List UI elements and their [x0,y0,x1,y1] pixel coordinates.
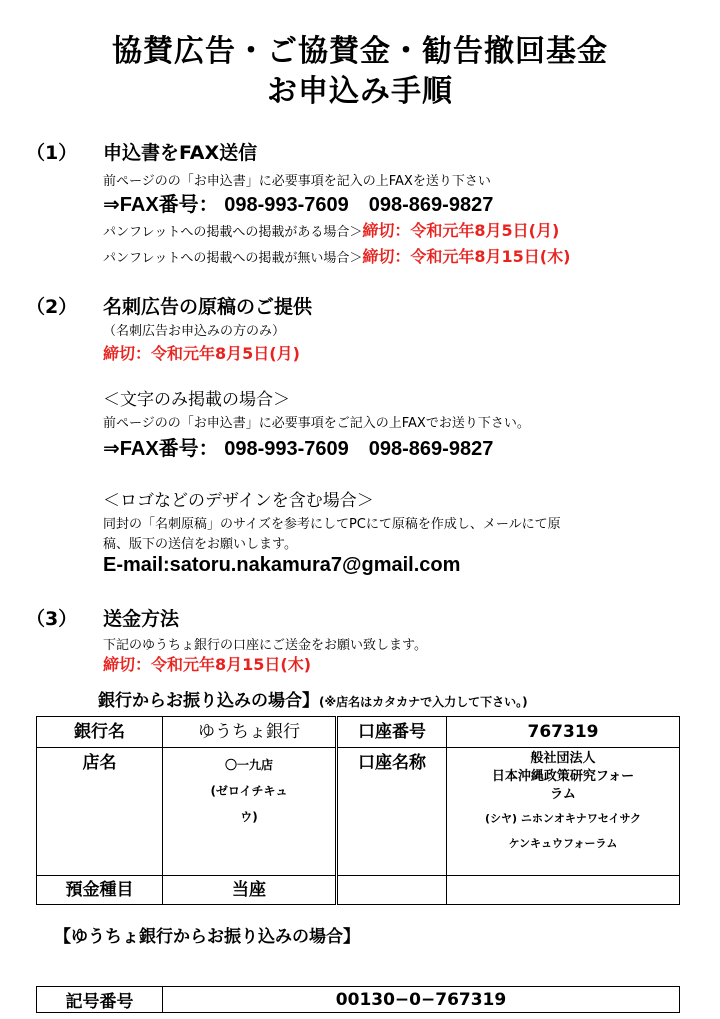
logo-design-title: ＜ロゴなどのデザインを含む場合＞ [103,491,374,511]
account-name-line3: ラム [550,787,576,802]
branch-value [163,748,337,876]
account-number-value: 767319 [447,717,680,748]
account-number-label: 口座番号 [337,717,447,748]
section2-heading: 名刺広告の原稿のご提供 [103,296,313,318]
bank-transfer-heading-row [98,686,528,711]
section3-description: 下記のゆうちょ銀行の口座にご送金をお願い致します。 [103,638,427,653]
page-title: 協賛広告・ご協賛金・勧告撤回基金 [112,34,608,69]
section1-deadline-row2 [103,244,570,267]
section2-deadline: 締切：令和元年8月5日(月) [103,344,300,363]
empty-cell [337,876,447,905]
account-name-label: 口座名称 [337,748,447,876]
account-name-line1: 般社団法人 [530,751,596,766]
text-only-description: 前ページのの「お申込書」に必要事項をご記入の上FAXでお送り下さい。 [103,416,530,431]
account-name-line2: 日本沖縄政策研究フォー [491,769,635,784]
section1-deadline-row1 [103,218,559,241]
logo-design-description-line1: 同封の「名刺原稿」のサイズを参考にしてPCにて原稿を作成し、メールにて原 [103,517,561,532]
table-row [37,748,680,876]
logo-design-description-line2: 稿、版下の送信をお願いします。 [103,537,297,552]
bank-name-label: 銀行名 [37,717,163,748]
section3-heading: 送金方法 [103,608,180,630]
page-subtitle: お申込み手順 [267,74,453,109]
row2-deadline: 締切：令和元年8月15日(木) [362,247,571,266]
row1-deadline: 締切：令和元年8月5日(月) [362,221,560,240]
bank-transfer-heading: 銀行からお振り込みの場合】 [98,691,319,711]
row2-condition: パンフレットへの掲載への掲載が無い場合＞ [103,251,363,266]
table-row [37,876,680,905]
section3-number: （3） [26,608,78,630]
account-name-kana1: (シヤ) ニホンオキナワセイサク [484,812,642,825]
empty-cell [447,876,680,905]
branch-value-line1: 〇一九店 [224,758,273,772]
bank-transfer-note: (※店名はカタカナで入力して下さい。) [319,695,528,709]
section2-number: （2） [26,296,78,318]
postal-account-table [36,986,680,1013]
symbol-number-value: 00130−0−767319 [163,987,680,1013]
section1-heading: 申込書をFAX送信 [103,142,258,164]
branch-label: 店名 [37,748,163,876]
section1-number: （1） [26,142,78,164]
text-only-title: ＜文字のみ掲載の場合＞ [103,390,290,410]
account-name-kana2: ケンキュウフォーラム [508,837,618,850]
postal-transfer-heading: 【ゆうちょ銀行からお振り込みの場合】 [54,927,360,947]
email-address[interactable]: E-mail:satoru.nakamura7@gmail.com [103,554,461,576]
bank-account-table [36,716,680,905]
table-row [37,987,680,1013]
symbol-number-label: 記号番号 [37,987,163,1013]
row1-condition: パンフレットへの掲載への掲載がある場合＞ [103,225,363,240]
section1-description: 前ページのの「お申込書」に必要事項を記入の上FAXを送り下さい [103,174,491,189]
section2-note: （名刺広告お申込みの方のみ） [103,324,286,339]
section1-fax-number: ⇒FAX番号： 098-993-7609 098-869-9827 [103,194,494,216]
section2-fax-number: ⇒FAX番号： 098-993-7609 098-869-9827 [103,438,494,460]
branch-value-line2: (ゼロイチキュ [210,784,288,798]
branch-value-line3: ウ) [240,810,258,824]
deposit-type-value: 当座 [163,876,337,905]
table-row [37,717,680,748]
account-name-value [447,748,680,876]
section3-deadline: 締切：令和元年8月15日(木) [103,655,312,674]
bank-name-value: ゆうちょ銀行 [163,717,337,748]
deposit-type-label: 預金種目 [37,876,163,905]
